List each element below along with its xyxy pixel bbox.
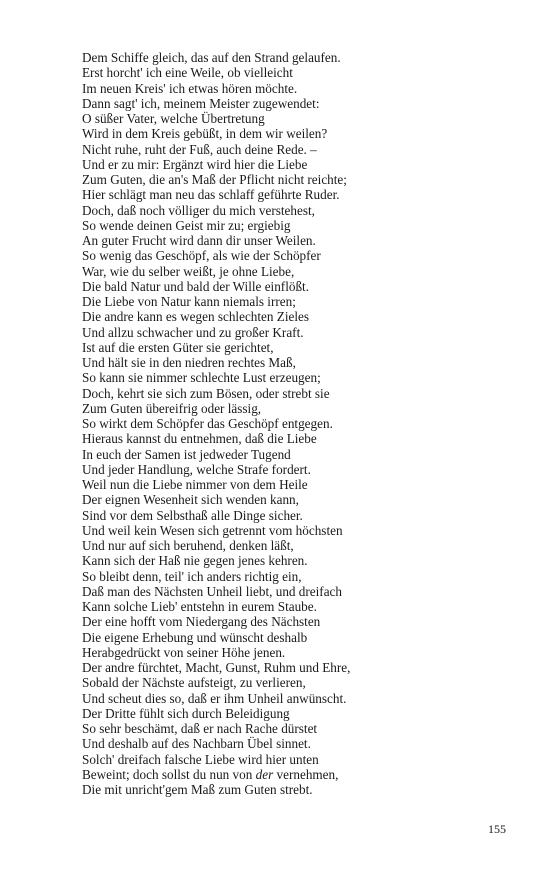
poem-line-18: Die andre kann es wegen schlechten Zieles — [82, 309, 310, 325]
poem-line-29: Weil nun die Liebe nimmer von dem Heile — [82, 477, 308, 492]
poem-line-21: Und hält sie in den niedren rechtes Maß, — [82, 355, 296, 370]
poem-line-6: Wird in dem Kreis gebüßt, in dem wir weilen? — [82, 126, 328, 142]
poem-line-10: Hier schlägt man neu das schlaff geführte Ruder. — [82, 187, 340, 203]
poem-line-30: Der eignen Wesenheit sich wenden kann, — [82, 492, 299, 508]
poem-line-32: Und weil kein Wesen sich getrennt vom höchsten — [82, 522, 343, 538]
poem-line-4: Dann sagt' ich, meinem Meister zugewendet: — [82, 95, 320, 111]
poem-line-2: Erst horcht' ich eine Weile, ob vielleicht — [82, 65, 293, 81]
poem-line-9: Zum Guten, die an's Maß der Pflicht nicht reichte; — [82, 172, 347, 187]
poem-line-15: War, wie du selber weißt, je ohne Liebe, — [82, 263, 295, 279]
poem-line-47: Solch' dreifach falsche Liebe wird hier unten — [82, 751, 319, 767]
poem-line-35: So bleibt denn, teil' ich anders richtig ein, — [82, 568, 302, 584]
poem-line-22: So kann sie nimmer schlechte Lust erzeugen; — [82, 370, 321, 386]
poem-line-37: Kann solche Lieb' entstehn in eurem Staube. — [82, 599, 317, 614]
poem-line-11: Doch, daß noch völliger du mich verstehest, — [82, 202, 315, 218]
poem-line-31: Sind vor dem Selbsthaß alle Dinge sicher. — [82, 507, 303, 523]
poem-line-33: Und nur auf sich beruhend, denken läßt, — [82, 538, 294, 553]
poem-line-45: So sehr beschämt, daß er nach Rache dürstet — [82, 721, 318, 736]
poem-line-42: Sobald der Nächste aufsteigt, zu verlieren, — [82, 675, 306, 691]
poem-line-8: Und er zu mir: Ergänzt wird hier die Liebe — [82, 156, 308, 172]
poem-line-13: An guter Frucht wird dann dir unser Weilen. — [82, 233, 316, 248]
poem-line-7: Nicht ruhe, ruht der Fuß, auch deine Rede. – — [82, 141, 317, 157]
poem-line-16: Die bald Natur und bald der Wille einflößt. — [82, 278, 310, 294]
emphasized-word: der — [255, 766, 274, 782]
poem-line-19: Und allzu schwacher und zu großer Kraft. — [82, 324, 304, 340]
poem-line-48 — [82, 767, 502, 782]
poem-line-43: Und scheut dies so, daß er ihm Unheil anwünscht. — [82, 690, 347, 706]
poem-line-38: Der eine hofft vom Niedergang des Nächsten — [82, 614, 321, 630]
poem-line-44: Der Dritte fühlt sich durch Beleidigung — [82, 705, 290, 721]
poem-line-1: Dem Schiffe gleich, das auf den Strand gelaufen. — [82, 50, 341, 65]
poem-line-48-start: Beweint; doch sollst du nun von — [82, 766, 256, 782]
poem-line-48-end: vernehmen, — [273, 766, 339, 782]
poem-line-3: Im neuen Kreis' ich etwas hören möchte. — [82, 80, 298, 96]
poem-line-49: Die mit unricht'gem Maß zum Guten strebt. — [82, 782, 313, 797]
poem-line-46: Und deshalb auf des Nachbarn Übel sinnet. — [82, 736, 311, 752]
poem-line-17: Die Liebe von Natur kann niemals irren; — [82, 294, 296, 309]
poem-line-5: O süßer Vater, welche Übertretung — [82, 111, 265, 126]
poem-line-40: Herabgedrückt von seiner Höhe jenen. — [82, 644, 286, 660]
poem-line-39: Die eigene Erhebung und wünscht deshalb — [82, 629, 308, 645]
poem-text-block — [82, 50, 502, 797]
poem-line-24: Zum Guten übereifrig oder lässig, — [82, 400, 262, 416]
poem-line-27: In euch der Samen ist jedweder Tugend — [82, 446, 291, 462]
poem-line-20: Ist auf die ersten Güter sie gerichtet, — [82, 339, 274, 355]
poem-line-12: So wende deinen Geist mir zu; ergiebig — [82, 217, 291, 233]
poem-line-36: Daß man des Nächsten Unheil liebt, und dreifach — [82, 583, 343, 599]
poem-line-28: Und jeder Handlung, welche Strafe fordert. — [82, 461, 311, 477]
poem-line-23: Doch, kehrt sie sich zum Bösen, oder strebt sie — [82, 385, 330, 401]
poem-line-26: Hieraus kannst du entnehmen, daß die Liebe — [82, 431, 317, 447]
poem-line-14: So wenig das Geschöpf, als wie der Schöpfer — [82, 248, 321, 264]
page-number: 155 — [488, 822, 506, 836]
poem-line-34: Kann sich der Haß nie gegen jenes kehren. — [82, 553, 308, 569]
poem-line-25: So wirkt dem Schöpfer das Geschöpf entgegen. — [82, 416, 333, 431]
poem-line-41: Der andre fürchtet, Macht, Gunst, Ruhm und Ehre, — [82, 660, 351, 675]
